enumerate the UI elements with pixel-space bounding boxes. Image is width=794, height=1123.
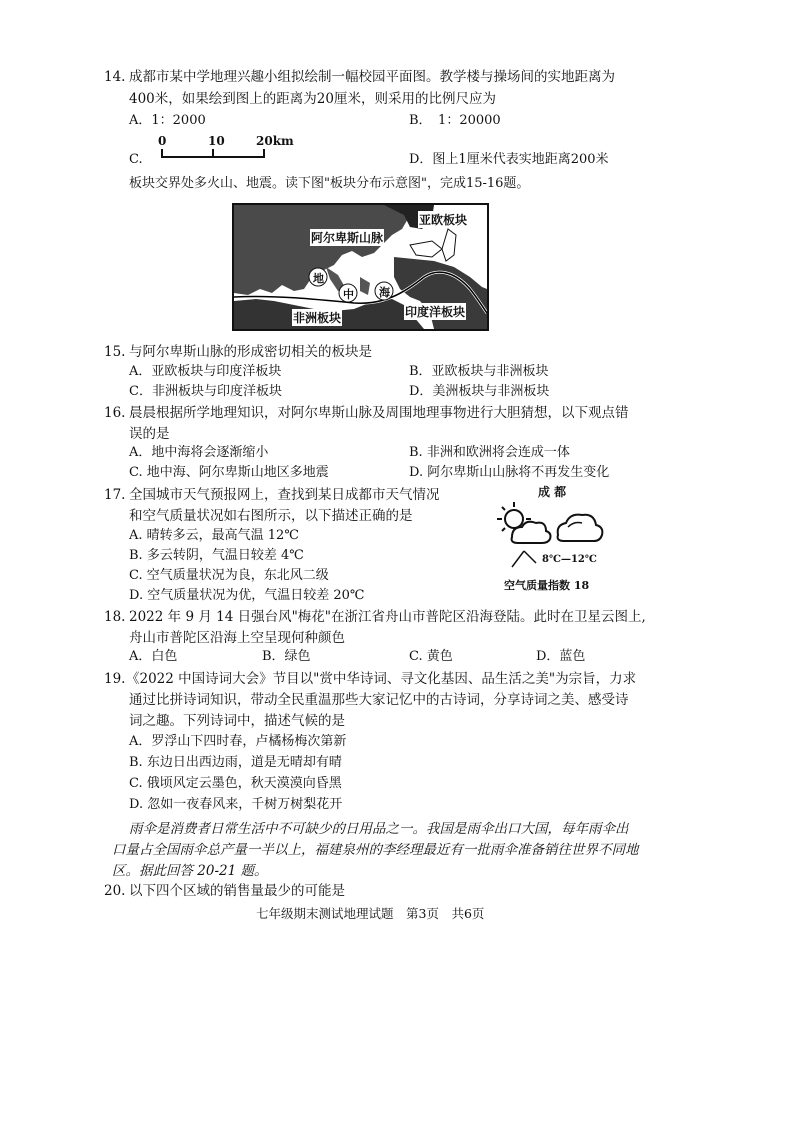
weather-city: 成 都 [538,485,567,499]
q14-option-c: C. [129,152,143,167]
q15-option-d: D．美洲板块与非洲板块 [409,384,550,399]
q15-option-b: B．亚欧板块与非洲板块 [409,364,549,379]
weather-figure [490,483,620,593]
weather-icons [490,497,620,577]
q17-text-line2: 和空气质量状况如右图所示，以下描述正确的是 [129,508,413,524]
q17-text-line1: 全国城市天气预报网上，查找到某日成都市天气情况 [129,487,440,503]
cloud-icon [558,515,603,541]
page-footer: 七年级期末测试地理试题 第3页 共6页 [256,906,485,921]
q15-number: 15. [104,344,126,360]
q14-text-line2: 400米，如果绘到图上的距离为20厘米，则采用的比例尺应为 [129,91,496,107]
q19-text-line2: 通过比拼诗词知识，带动全民重温那些大家记忆中的古诗词，分享诗词之美、感受诗 [129,692,629,708]
q14-number: 14. [104,69,126,85]
q20-number: 20. [104,883,126,899]
q18-option-d: D．蓝色 [536,649,586,664]
scale-label-20km: 20km [256,134,294,148]
intro-20-21-line2: 口量占全国雨伞总产量一半以上，福建泉州的李经理最近有一批雨伞准备销往世界不同地 [112,842,639,858]
q17-option-b: B. 多云转阴，气温日较差 4℃ [129,548,304,563]
scale-bar [156,134,296,166]
q14-option-a: A．1：2000 [129,113,206,128]
wind-icon [512,551,536,567]
map-label-di: 地 [313,272,324,285]
q15-option-c: C．非洲板块与印度洋板块 [129,384,282,399]
q19-option-a: A．罗浮山下四时春，卢橘杨梅次第新 [129,734,347,749]
q18-text-line2: 舟山市普陀区沿海上空呈现何种颜色 [129,630,345,646]
scale-bar-line [156,134,296,166]
q14-text-line1: 成都市某中学地理兴趣小组拟绘制一幅校园平面图。教学楼与操场间的实地距离为 [129,69,615,85]
plate-map [232,203,489,331]
q19-text-line3: 词之趣。下列诗词中，描述气候的是 [129,713,345,729]
weather-temperature: 8℃—12℃ [542,554,597,565]
map-label-eurasian-plate: 亚欧板块 [419,213,468,227]
q20-text: 以下四个区域的销售量最少的可能是 [129,883,345,899]
q16-option-d: D. 阿尔卑斯山山脉将不再发生变化 [409,465,610,480]
intro-15-16: 板块交界处多火山、地震。读下图"板块分布示意图"，完成15-16题。 [129,176,530,191]
q18-option-b: B．绿色 [262,649,311,664]
q16-option-a: A．地中海将会逐渐缩小 [129,445,269,460]
scale-label-10: 10 [208,134,225,148]
q19-number: 19. [104,671,126,687]
q18-text-line1: 2022 年 9 月 14 日强台风"梅花"在浙江省舟山市普陀区沿海登陆。此时在卫星云图上, [129,609,646,625]
q15-text: 与阿尔卑斯山脉的形成密切相关的板块是 [129,344,372,360]
map-label-african-plate: 非洲板块 [293,311,342,325]
q17-number: 17. [104,487,126,503]
q16-option-b: B. 非洲和欧洲将会连成一体 [409,445,570,460]
q14-option-b: B． 1：20000 [409,113,501,128]
q18-option-c: C. 黄色 [409,649,453,664]
q17-option-c: C. 空气质量状况为良，东北风二级 [129,568,329,583]
q19-option-b: B. 东边日出西边雨，道是无晴却有晴 [129,755,342,770]
scale-label-0: 0 [158,134,167,148]
q19-text-line1: 《2022 中国诗词大会》节目以"赏中华诗词、寻文化基因、品生活之美"为宗旨，力求 [126,671,637,687]
q16-number: 16. [104,405,126,421]
q19-option-d: D. 忽如一夜春风来，千树万树梨花开 [129,797,343,812]
intro-20-21-line1: 雨伞是消费者日常生活中不可缺少的日用品之一。我国是雨伞出口大国，每年雨伞出 [129,821,629,837]
map-label-alps: 阿尔卑斯山脉 [311,231,384,245]
q19-option-c: C. 俄顷风定云墨色，秋天漠漠向昏黑 [129,776,342,791]
q18-option-a: A．白色 [129,649,178,664]
sun-cloud-icon [497,502,551,543]
q15-option-a: A．亚欧板块与印度洋板块 [129,364,282,379]
q14-option-d: D．图上1厘米代表实地距离200米 [409,152,609,167]
q16-option-c: C. 地中海、阿尔卑斯山地区多地震 [129,465,329,480]
q16-text-line2: 误的是 [129,426,170,442]
q17-option-d: D. 空气质量状况为优，气温日较差 20℃ [129,588,365,603]
weather-aqi: 空气质量指数 18 [504,579,590,592]
map-label-zhong: 中 [343,288,354,301]
map-label-indian-ocean-plate: 印度洋板块 [405,305,466,319]
intro-20-21-line3: 区。据此回答 20-21 题。 [112,863,268,879]
q17-option-a: A. 晴转多云，最高气温 12℃ [129,528,299,543]
map-label-hai: 海 [379,286,390,299]
q18-number: 18. [104,609,126,625]
q16-text-line1: 晨晨根据所学地理知识，对阿尔卑斯山脉及周围地理事物进行大胆猜想，以下观点错 [129,405,629,421]
